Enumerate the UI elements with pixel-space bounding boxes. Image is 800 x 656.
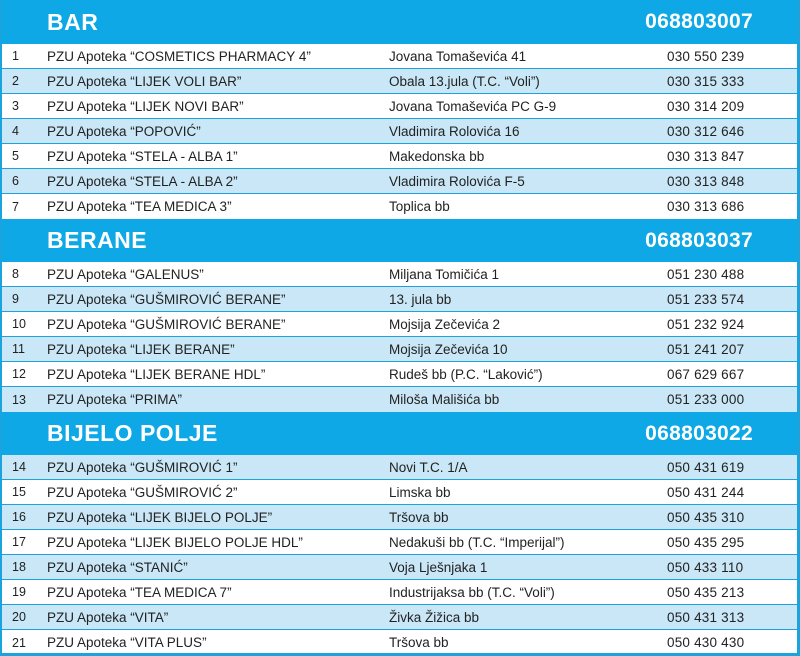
- pharmacy-address: Obala 13.jula (T.C. “Voli”): [389, 73, 540, 89]
- pharmacy-name: PZU Apoteka “TEA MEDICA 3”: [47, 199, 232, 214]
- pharmacy-name: PZU Apoteka “VITA PLUS”: [47, 635, 207, 650]
- city-name: BERANE: [47, 227, 148, 253]
- pharmacy-name: PZU Apoteka “COSMETICS PHARMACY 4”: [47, 48, 311, 64]
- pharmacy-phone: 050 430 430: [667, 635, 745, 650]
- pharmacy-name: PZU Apoteka “STELA - ALBA 1”: [47, 148, 238, 164]
- city-code: 068803007: [645, 10, 753, 33]
- pharmacy-name: PZU Apoteka “GUŠMIROVIĆ BERANE”: [47, 291, 286, 307]
- row-number: 8: [12, 267, 19, 281]
- row-number: 13: [12, 392, 26, 407]
- pharmacy-name: PZU Apoteka “GALENUS”: [47, 266, 204, 282]
- pharmacy-phone: 050 431 244: [667, 484, 745, 500]
- table-row: [2, 555, 797, 580]
- pharmacy-phone: 050 435 310: [667, 509, 745, 525]
- row-number: 1: [12, 49, 19, 63]
- row-number: 4: [12, 124, 19, 138]
- pharmacy-address: Mojsija Zečevića 2: [389, 316, 501, 332]
- pharmacy-address: Vladimira Rolovića 16: [389, 123, 520, 139]
- pharmacy-name: PZU Apoteka “STANIĆ”: [47, 559, 188, 575]
- table-row: [2, 605, 797, 630]
- pharmacy-phone: 051 232 924: [667, 316, 745, 332]
- pharmacy-address: Jovana Tomaševića PC G-9: [389, 98, 557, 114]
- section-header-bijelo-polje: [2, 412, 797, 455]
- section-header-berane: [2, 219, 797, 262]
- table-row: [2, 194, 797, 219]
- city-code: 068803022: [645, 421, 753, 445]
- city-name: BIJELO POLJE: [47, 420, 218, 446]
- table-row: [2, 44, 797, 69]
- pharmacy-address: Makedonska bb: [389, 148, 485, 164]
- table-row: [2, 480, 797, 505]
- pharmacy-phone: 030 313 848: [667, 173, 745, 189]
- pharmacy-address: Industrijaksa bb (T.C. “Voli”): [389, 584, 555, 600]
- pharmacy-name: PZU Apoteka “TEA MEDICA 7”: [47, 584, 232, 600]
- pharmacy-name: PZU Apoteka “LIJEK BERANE HDL”: [47, 366, 266, 382]
- pharmacy-address: Tršova bb: [389, 509, 449, 525]
- pharmacy-phone: 030 314 209: [667, 98, 745, 114]
- pharmacy-phone: 067 629 667: [667, 366, 745, 382]
- pharmacy-name: PZU Apoteka “PRIMA”: [47, 392, 183, 407]
- pharmacy-address: Miloša Mališića bb: [389, 392, 500, 407]
- row-number: 12: [12, 367, 26, 381]
- pharmacy-name: PZU Apoteka “LIJEK BIJELO POLJE”: [47, 509, 273, 525]
- city-name: BAR: [47, 8, 99, 35]
- row-number: 10: [12, 317, 26, 331]
- pharmacy-phone: 030 550 239: [667, 48, 745, 64]
- row-number: 3: [12, 99, 19, 113]
- pharmacy-phone: 050 433 110: [667, 559, 744, 575]
- table-row: [2, 630, 797, 655]
- row-number: 5: [12, 149, 19, 163]
- table-row: [2, 144, 797, 169]
- pharmacy-name: PZU Apoteka “STELA - ALBA 2”: [47, 173, 238, 189]
- table-row: [2, 262, 797, 287]
- pharmacy-phone: 050 435 213: [667, 584, 745, 600]
- pharmacy-phone: 050 431 313: [667, 609, 745, 625]
- pharmacy-address: Rudeš bb (P.C. “Laković”): [389, 366, 543, 382]
- pharmacy-name: PZU Apoteka “LIJEK BIJELO POLJE HDL”: [47, 534, 303, 550]
- table-row: [2, 580, 797, 605]
- pharmacy-address: Toplica bb: [389, 199, 450, 214]
- pharmacy-phone: 030 313 686: [667, 199, 745, 214]
- pharmacy-name: PZU Apoteka “GUŠMIROVIĆ BERANE”: [47, 316, 286, 332]
- pharmacy-address: Jovana Tomaševića 41: [389, 48, 527, 64]
- pharmacy-address: Novi T.C. 1/A: [389, 459, 468, 475]
- row-number: 16: [12, 510, 26, 524]
- row-number: 2: [12, 74, 19, 88]
- row-number: 19: [12, 585, 26, 599]
- table-row: [2, 287, 797, 312]
- pharmacy-address: Limska bb: [389, 484, 451, 500]
- table-row: [2, 530, 797, 555]
- pharmacy-phone: 051 233 000: [667, 392, 745, 407]
- pharmacy-address: Tršova bb: [389, 635, 449, 650]
- table-row: [2, 362, 797, 387]
- row-number: 18: [12, 560, 26, 574]
- table-row: [2, 505, 797, 530]
- city-code: 068803037: [645, 228, 753, 252]
- row-number: 17: [12, 535, 26, 549]
- row-number: 6: [12, 174, 19, 188]
- row-number: 14: [12, 460, 26, 474]
- pharmacy-phone: 030 312 646: [667, 123, 745, 139]
- pharmacy-name: PZU Apoteka “GUŠMIROVIĆ 1”: [47, 459, 238, 475]
- row-number: 15: [12, 485, 26, 499]
- pharmacy-phone: 051 233 574: [667, 291, 745, 307]
- pharmacy-address: Nedakuši bb (T.C. “Imperijal”): [389, 534, 565, 550]
- pharmacy-phone: 051 241 207: [667, 341, 745, 357]
- pharmacy-address: Voja Lješnjaka 1: [389, 559, 488, 575]
- pharmacy-phone: 050 435 295: [667, 534, 745, 550]
- pharmacy-name: PZU Apoteka “LIJEK VOLI BAR”: [47, 73, 242, 89]
- pharmacy-address: 13. jula bb: [389, 291, 452, 307]
- table-row: [2, 455, 797, 480]
- pharmacy-phone: 050 431 619: [667, 459, 745, 475]
- table-row: [2, 69, 797, 94]
- pharmacy-name: PZU Apoteka “LIJEK BERANE”: [47, 341, 235, 357]
- table-row: [2, 312, 797, 337]
- table-row: [2, 119, 797, 144]
- row-number: 9: [12, 292, 19, 306]
- pharmacy-name: PZU Apoteka “POPOVIĆ”: [47, 123, 201, 139]
- row-number: 11: [12, 342, 25, 356]
- pharmacy-name: PZU Apoteka “VITA”: [47, 609, 169, 625]
- table-row: [2, 387, 797, 412]
- table-row: [2, 94, 797, 119]
- pharmacy-address: Mojsija Zečevića 10: [389, 341, 508, 357]
- pharmacy-address: Živka Žižica bb: [389, 609, 480, 625]
- pharmacy-address: Vladimira Rolovića F-5: [389, 173, 525, 189]
- row-number: 21: [12, 635, 26, 650]
- table-row: [2, 337, 797, 362]
- pharmacy-phone: 051 230 488: [667, 266, 745, 282]
- pharmacy-name: PZU Apoteka “GUŠMIROVIĆ 2”: [47, 484, 238, 500]
- section-header-bar: [2, 0, 797, 44]
- pharmacy-phone: 030 313 847: [667, 148, 745, 164]
- pharmacy-name: PZU Apoteka “LIJEK NOVI BAR”: [47, 98, 244, 114]
- row-number: 20: [12, 610, 26, 624]
- pharmacy-address: Miljana Tomičića 1: [389, 266, 500, 282]
- row-number: 7: [12, 199, 19, 214]
- table-row: [2, 169, 797, 194]
- pharmacy-phone: 030 315 333: [667, 73, 745, 89]
